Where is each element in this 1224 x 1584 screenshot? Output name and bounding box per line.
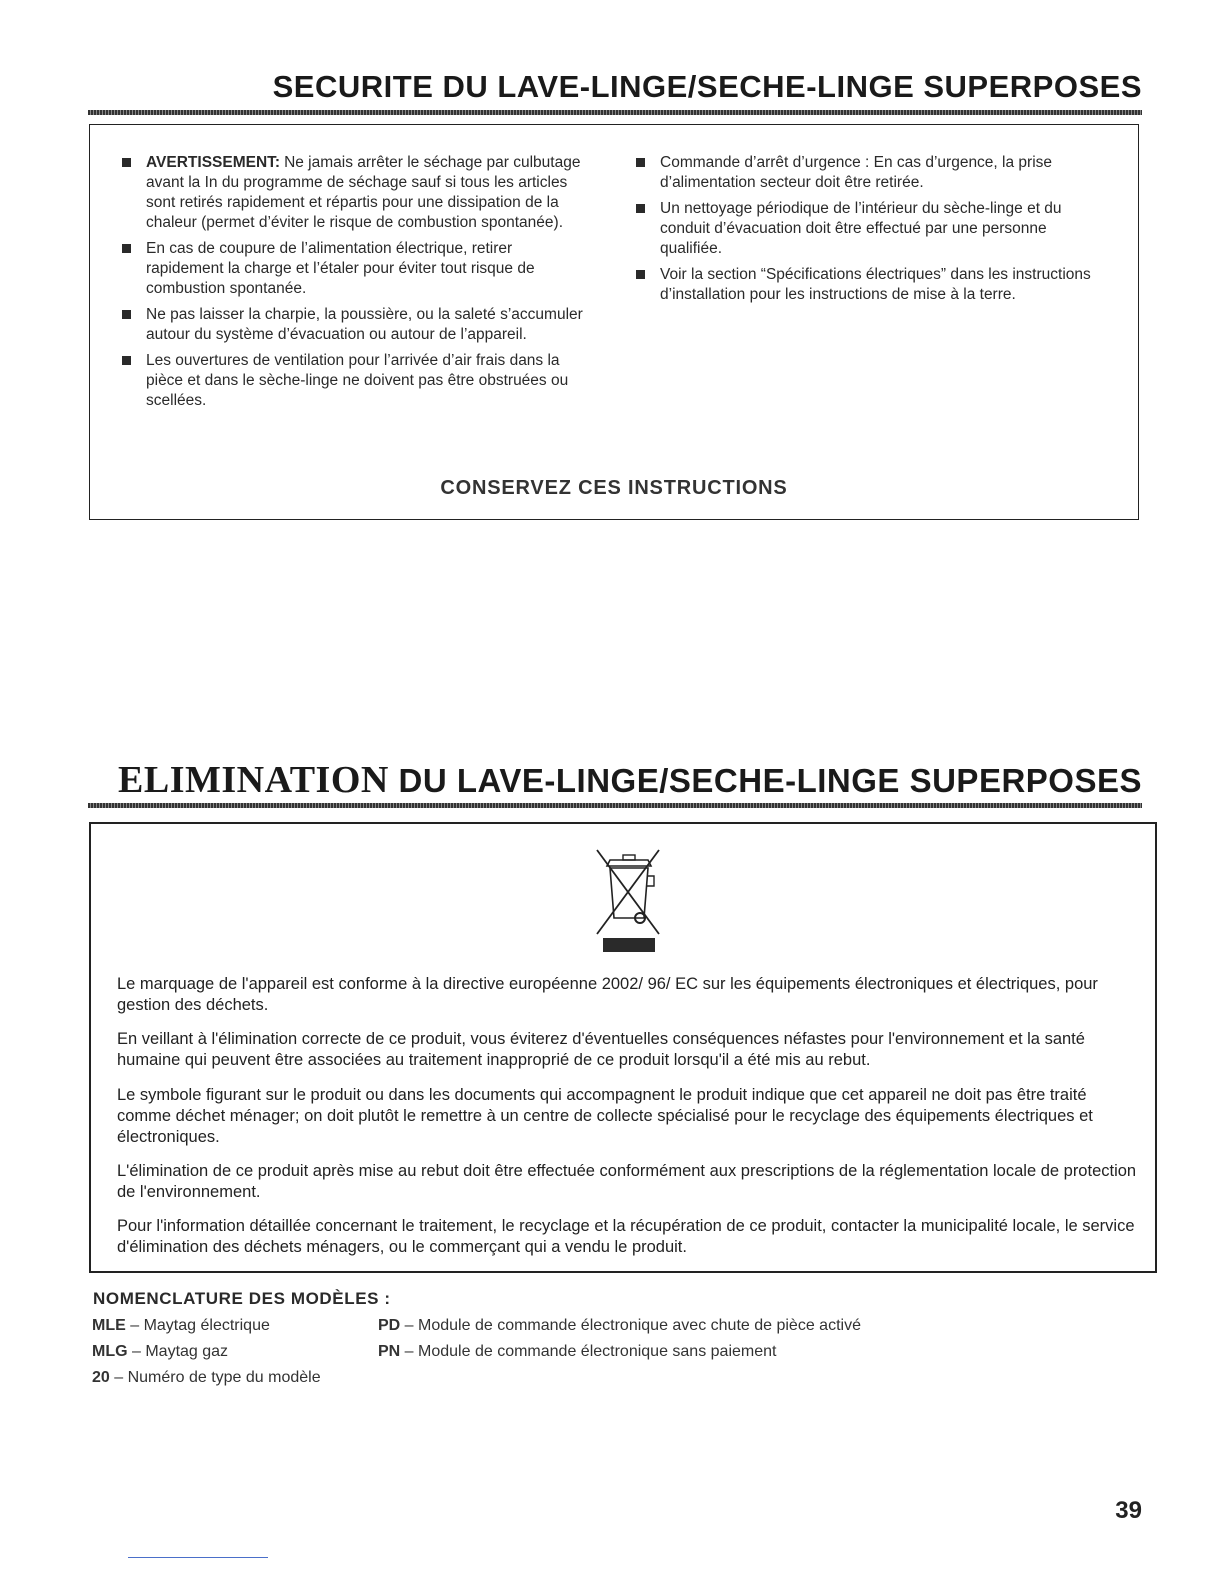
- code-separator: –: [400, 1317, 419, 1334]
- square-bullet-icon: [636, 270, 645, 279]
- safety-item: [636, 265, 1106, 305]
- safety-item-text: Commande d’arrêt d’urgence : En cas d’urgence, la prise d’alimentation secteur doit être retirée.: [660, 154, 1053, 191]
- crossed-out-wheelie-bin-icon: [593, 844, 665, 954]
- square-bullet-icon: [636, 158, 645, 167]
- model-nomenclature-title: NOMENCLATURE DES MODÈLES :: [93, 1289, 391, 1308]
- code-separator: –: [400, 1343, 419, 1360]
- title-rule: [88, 110, 1142, 115]
- safety-instructions-box: [89, 124, 1139, 520]
- safety-right-column: [636, 153, 1106, 311]
- safety-item-text: Un nettoyage périodique de l’intérieur du sèche-linge et du conduit d’évacuation doit être effectué par une personne qualifiée.: [660, 200, 1062, 257]
- square-bullet-icon: [122, 158, 131, 167]
- safety-item: [122, 239, 592, 299]
- page-number: 39: [1115, 1497, 1142, 1524]
- model-code-description: Module de commande électronique avec chute de pièce activé: [418, 1317, 861, 1334]
- nomenclature-item: [378, 1316, 861, 1336]
- nomenclature-item: [92, 1342, 228, 1362]
- safety-item: [636, 153, 1106, 193]
- model-code: PN: [378, 1343, 401, 1360]
- nomenclature-item: [92, 1316, 270, 1336]
- safety-item-text: Ne jamais arrêter le séchage par culbutage avant la In du programme de séchage sauf si tous les articles sont retirés rapidement et répartis pour une dissipation de la chaleur (permet d’éviter le risque de combustion spontanée).: [146, 154, 581, 231]
- safety-item-text: Les ouvertures de ventilation pour l’arrivée d’air frais dans la pièce et dans le sèche-linge ne doivent pas être obstruées ou scellées.: [146, 352, 569, 409]
- disposal-paragraph: L'élimination de ce produit après mise au rebut doit être effectuée conformément aux prescriptions de la réglementation locale de protection de l'environnement.: [117, 1162, 1137, 1201]
- disposal-info-box: [89, 822, 1157, 1273]
- nomenclature-item: [92, 1368, 321, 1388]
- keep-instructions-label: CONSERVEZ CES INSTRUCTIONS: [440, 477, 788, 499]
- model-code: PD: [378, 1317, 401, 1334]
- disposal-title-rest: DU LAVE-LINGE/SECHE-LINGE SUPERPOSES: [398, 762, 1142, 799]
- model-code-description: Module de commande électronique sans paiement: [418, 1343, 777, 1360]
- model-code: MLG: [92, 1343, 128, 1360]
- square-bullet-icon: [122, 310, 131, 319]
- disposal-title-first-word: ELIMINATION: [118, 759, 389, 801]
- safety-left-column: [122, 153, 592, 417]
- model-code: MLE: [92, 1317, 126, 1334]
- model-code-description: Numéro de type du modèle: [127, 1369, 321, 1386]
- square-bullet-icon: [636, 204, 645, 213]
- safety-item-text: Voir la section “Spécifications électriques” dans les instructions d’installation pour les instructions de mise à la terre.: [660, 266, 1091, 303]
- disposal-section-title: [88, 760, 1142, 801]
- title-rule: [88, 803, 1142, 808]
- square-bullet-icon: [122, 244, 131, 253]
- footer-rule: [128, 1557, 268, 1558]
- code-separator: –: [109, 1369, 128, 1386]
- warning-lead: AVERTISSEMENT:: [146, 154, 281, 171]
- disposal-paragraph: Pour l'information détaillée concernant le traitement, le recyclage et la récupération de ce produit, contacter la municipalité locale, le service d'élimination des déchets ménagers, ou le commerçant qui a vendu le produit.: [117, 1217, 1135, 1256]
- disposal-paragraph: Le symbole figurant sur le produit ou dans les documents qui accompagnent le produit indique que cet appareil ne doit pas être traité comme déchet ménager; on doit plutôt le remettre à un centre de collecte spécialisé pour le recyclage des équipements électriques et électroniques.: [117, 1086, 1093, 1146]
- code-separator: –: [127, 1343, 146, 1360]
- code-separator: –: [125, 1317, 144, 1334]
- model-code-description: Maytag gaz: [145, 1343, 229, 1360]
- safety-item: [122, 153, 592, 233]
- safety-section-title: SECURITE DU LAVE-LINGE/SECHE-LINGE SUPERPOSES: [272, 69, 1142, 104]
- safety-item: [122, 305, 592, 345]
- disposal-paragraph: Le marquage de l'appareil est conforme à la directive européenne 2002/ 96/ EC sur les équipements électroniques et électriques, pour gestion des déchets.: [117, 975, 1098, 1014]
- safety-item: [636, 199, 1106, 259]
- safety-item: [122, 351, 592, 411]
- nomenclature-item: [378, 1342, 776, 1362]
- square-bullet-icon: [122, 356, 131, 365]
- disposal-paragraph: En veillant à l'élimination correcte de ce produit, vous éviterez d'éventuelles conséquences néfastes pour l'environnement et la santé humaine qui peuvent être associées au traitement inapproprié de ce produit lorsqu'il a été mis au rebut.: [117, 1030, 1085, 1069]
- safety-item-text: En cas de coupure de l’alimentation électrique, retirer rapidement la charge et l’étaler pour éviter tout risque de combustion spontanée.: [146, 240, 535, 297]
- safety-item-text: Ne pas laisser la charpie, la poussière, ou la saleté s’accumuler autour du système d’évacuation ou autour de l’appareil.: [146, 306, 583, 343]
- model-code: 20: [92, 1369, 110, 1386]
- model-code-description: Maytag électrique: [143, 1317, 270, 1334]
